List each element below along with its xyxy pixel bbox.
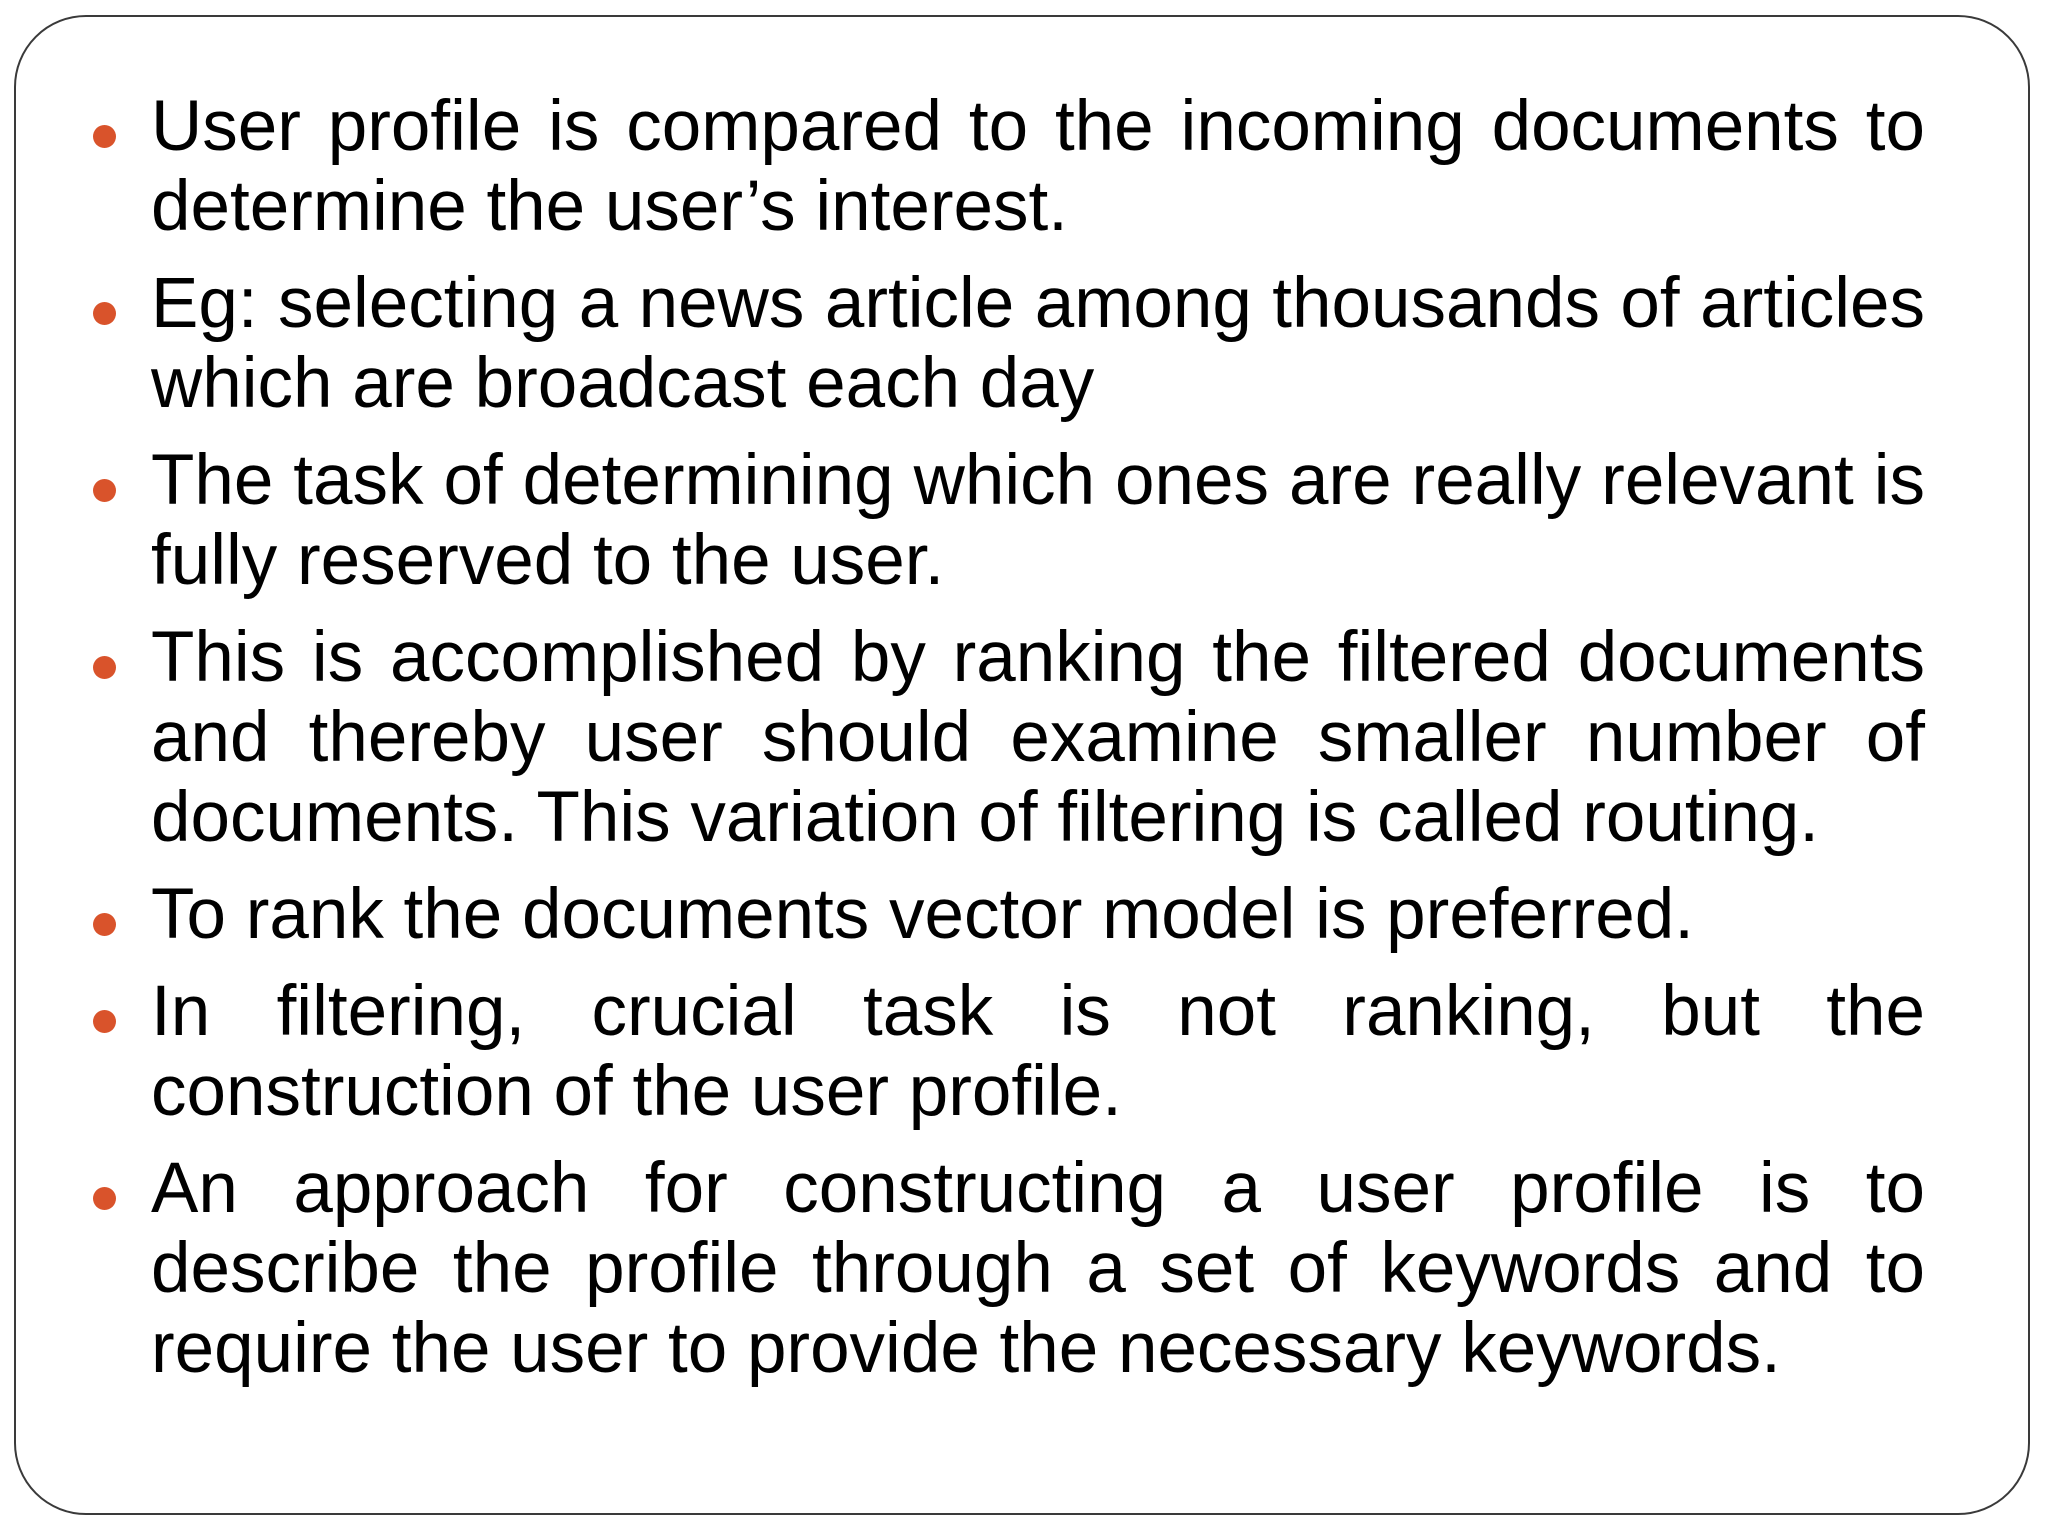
bullet-dot-icon — [93, 479, 116, 502]
bullet-dot-icon — [93, 656, 116, 679]
bullet-item — [0, 264, 2048, 424]
bullet-text: To rank the documents vector model is preferred. — [151, 875, 1695, 954]
bullet-item — [0, 875, 2048, 955]
bullet-text: User profile is compared to the incoming documents to determine the user’s interest. — [151, 87, 1925, 246]
bullet-item — [0, 618, 2048, 858]
bullet-item — [0, 972, 2048, 1132]
bullet-item — [0, 1149, 2048, 1389]
bullet-text: In filtering, crucial task is not ranking, but the construction of the user profile. — [151, 972, 1925, 1131]
bullet-dot-icon — [93, 1010, 116, 1033]
bullet-dot-icon — [93, 1187, 116, 1210]
bullet-text: An approach for constructing a user profile is to describe the profile through a set of keywords and to require the user to provide the necessary keywords. — [151, 1149, 1925, 1388]
bullet-dot-icon — [93, 125, 116, 148]
bullet-dot-icon — [93, 913, 116, 936]
bullet-text: Eg: selecting a news article among thousands of articles which are broadcast each day — [151, 264, 1925, 423]
bullet-item — [0, 441, 2048, 601]
bullet-list — [0, 87, 2048, 1406]
bullet-dot-icon — [93, 302, 116, 325]
bullet-item — [0, 87, 2048, 247]
bullet-text: This is accomplished by ranking the filtered documents and thereby user should examine smaller number of documents. This variation of filtering is called routing. — [151, 618, 1925, 857]
bullet-text: The task of determining which ones are really relevant is fully reserved to the user. — [151, 441, 1925, 600]
